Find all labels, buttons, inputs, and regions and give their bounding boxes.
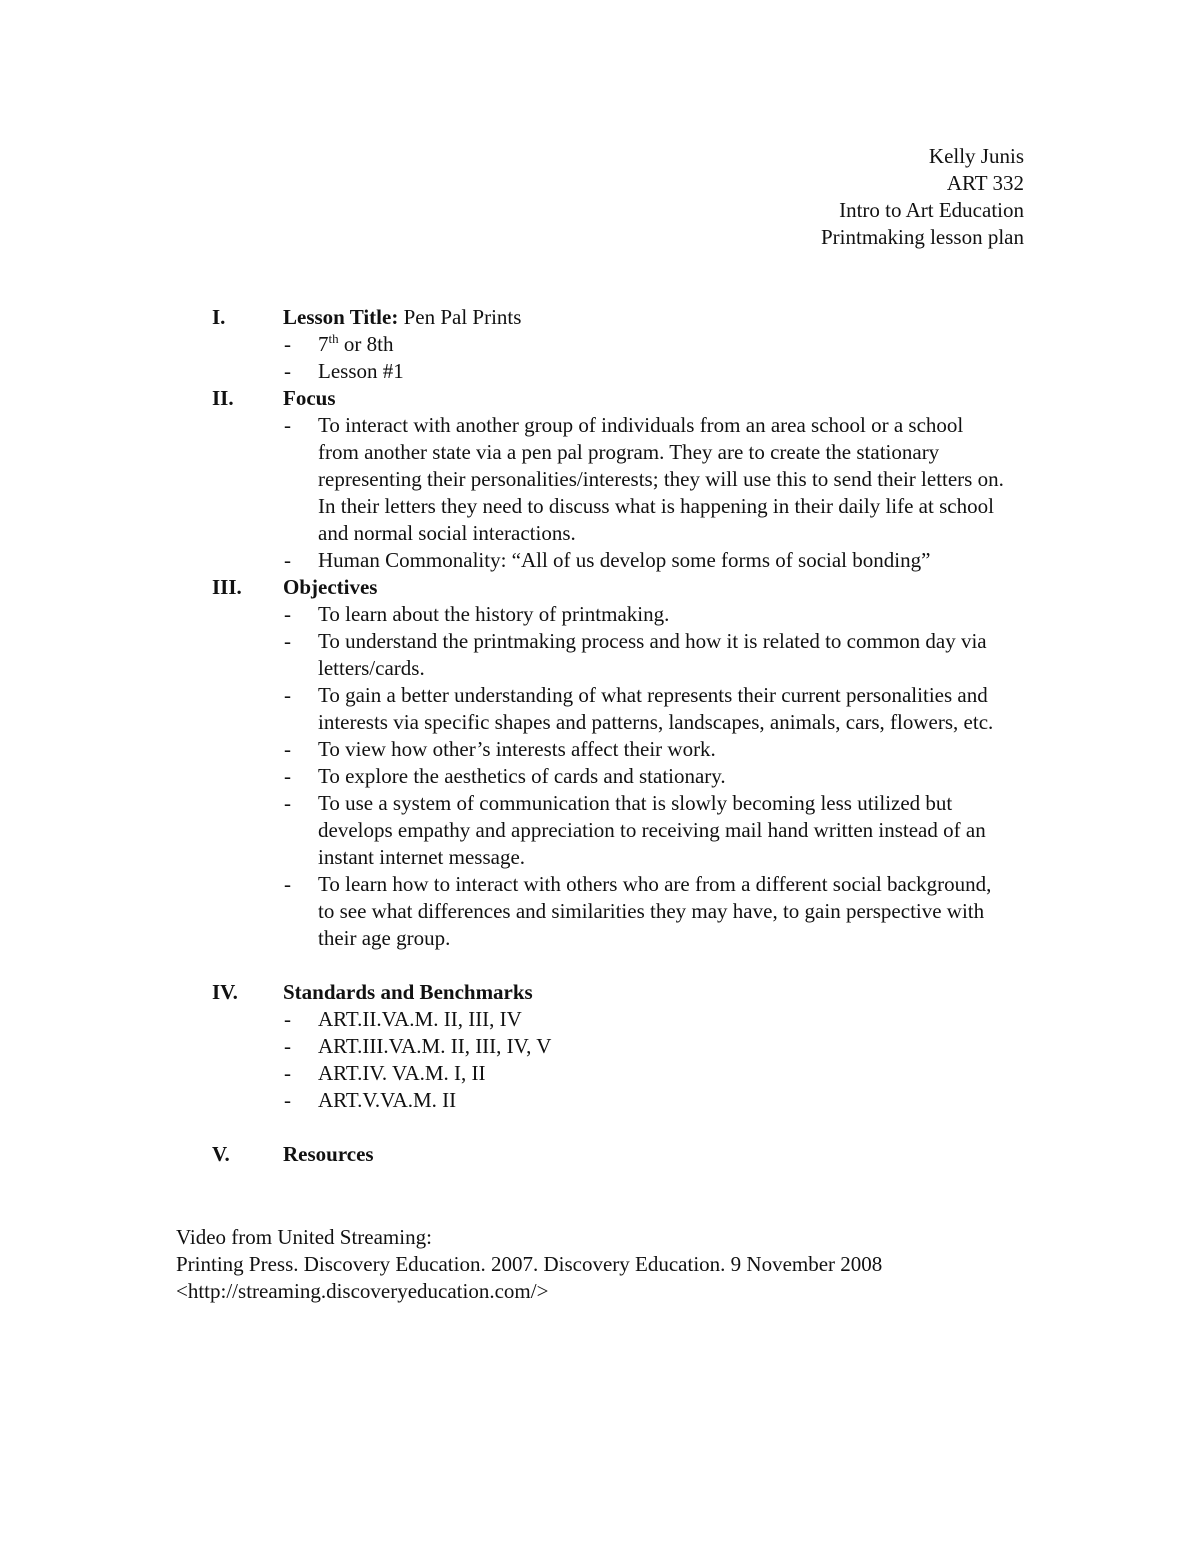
list-item <box>0 763 1008 790</box>
spacer <box>0 952 1200 979</box>
bullet-dash: - <box>284 413 291 437</box>
list-item-text: ART.V.VA.M. II <box>318 1088 457 1112</box>
section-numeral: I. <box>212 305 226 329</box>
spacer <box>0 1114 1200 1141</box>
bullet-dash: - <box>284 602 291 626</box>
list-item <box>0 682 1008 736</box>
section-heading <box>283 574 377 601</box>
section-objectives <box>0 574 1200 952</box>
lesson-number: Lesson #1 <box>318 359 404 383</box>
list-item <box>0 790 1008 871</box>
list-item <box>0 412 1008 547</box>
list-item-text: ART.IV. VA.M. I, II <box>318 1061 486 1085</box>
list-item <box>0 871 1008 952</box>
lesson-outline <box>0 304 1200 1168</box>
bullet-dash: - <box>284 1061 291 1085</box>
list-item <box>0 736 1008 763</box>
list-item-text: To explore the aesthetics of cards and stationary. <box>318 764 726 788</box>
list-item <box>0 547 1008 574</box>
section-label: Resources <box>283 1142 374 1166</box>
resource-source-line: Video from United Streaming: <box>176 1225 432 1249</box>
lesson-title-value: Pen Pal Prints <box>398 305 522 329</box>
author-name: Kelly Junis <box>928 144 1024 168</box>
list-item-text: ART.II.VA.M. II, III, IV <box>318 1007 522 1031</box>
list-item-text: To understand the printmaking process and how it is related to common day via letters/cards. <box>318 629 987 680</box>
section-numeral: III. <box>212 575 242 599</box>
list-item-text: To interact with another group of individuals from an area school or a school from another state via a pen pal program. They are to create the stationary representing their personalities/interests; they will use this to send their letters on. In their letters they need to discuss what is happening in their daily life at school and normal social interactions. <box>318 413 1004 545</box>
bullet-dash: - <box>284 332 291 356</box>
resource-url: <http://streaming.discoveryeducation.com/> <box>176 1279 549 1303</box>
bullet-dash: - <box>284 1034 291 1058</box>
grade-superscript: th <box>328 331 339 346</box>
bullet-dash: - <box>284 1007 291 1031</box>
section-numeral: V. <box>212 1142 230 1166</box>
section-label: Standards and Benchmarks <box>283 980 533 1004</box>
list-item-text: ART.III.VA.M. II, III, IV, V <box>318 1034 552 1058</box>
section-label: Lesson Title: <box>283 305 399 329</box>
bullet-dash: - <box>284 548 291 572</box>
bullet-dash: - <box>284 683 291 707</box>
bullet-dash: - <box>284 764 291 788</box>
list-item <box>0 1006 1008 1033</box>
section-heading <box>283 979 533 1006</box>
section-numeral: IV. <box>212 980 238 1004</box>
list-item <box>0 331 1008 358</box>
list-item-text: To view how other’s interests affect their work. <box>318 737 716 761</box>
list-item <box>0 628 1008 682</box>
list-item-text: To gain a better understanding of what represents their current personalities and interests via specific shapes and patterns, landscapes, animals, cars, flowers, etc. <box>318 683 994 734</box>
grade-rest: or 8th <box>338 332 394 356</box>
bullet-dash: - <box>284 629 291 653</box>
list-item-text: To use a system of communication that is slowly becoming less utilized but develops empathy and appreciation to receiving mail hand written instead of an instant internet message. <box>318 791 986 869</box>
list-item-text: To learn how to interact with others who are from a different social background, to see what differences and similarities they may have, to gain perspective with their age group. <box>318 872 992 950</box>
section-heading <box>283 304 521 331</box>
list-item-text: Human Commonality: “All of us develop some forms of social bonding” <box>318 548 931 572</box>
section-numeral: II. <box>212 386 234 410</box>
section-focus <box>0 385 1200 574</box>
grade-number: 7 <box>318 332 329 356</box>
bullet-dash: - <box>284 359 291 383</box>
bullet-dash: - <box>284 791 291 815</box>
list-item-text: To learn about the history of printmaking. <box>318 602 670 626</box>
section-heading <box>283 1141 374 1168</box>
list-item <box>0 358 1008 385</box>
course-code: ART 332 <box>946 171 1024 195</box>
bullet-dash: - <box>284 737 291 761</box>
bullet-dash: - <box>284 872 291 896</box>
list-item <box>0 1033 1008 1060</box>
section-lesson-title <box>0 304 1200 385</box>
resource-citation <box>176 1224 882 1305</box>
section-label: Focus <box>283 386 336 410</box>
list-item <box>0 1087 1008 1114</box>
section-label: Objectives <box>283 575 378 599</box>
class-title: Intro to Art Education <box>839 198 1024 222</box>
bullet-dash: - <box>284 1088 291 1112</box>
resource-citation-line: Printing Press. Discovery Education. 2007. Discovery Education. 9 November 2008 <box>176 1252 883 1276</box>
list-item <box>0 1060 1008 1087</box>
section-heading <box>283 385 336 412</box>
document-header <box>821 143 1024 251</box>
list-item <box>0 601 1008 628</box>
document-title: Printmaking lesson plan <box>821 225 1024 249</box>
section-standards <box>0 979 1200 1114</box>
section-resources <box>0 1141 1200 1168</box>
